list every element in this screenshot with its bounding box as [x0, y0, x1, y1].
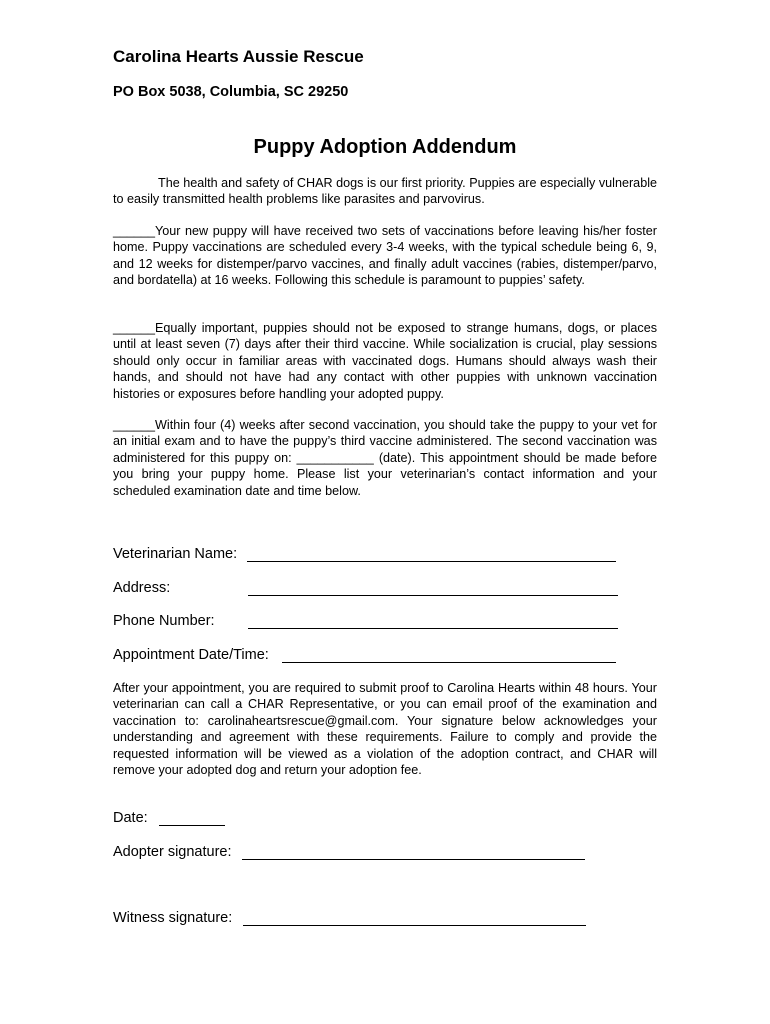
phone-label: Phone Number:	[113, 613, 215, 629]
appointment-label: Appointment Date/Time:	[113, 647, 269, 663]
vet-name-label: Veterinarian Name:	[113, 546, 238, 562]
vet-name-line[interactable]	[247, 561, 616, 562]
org-address: PO Box 5038, Columbia, SC 29250	[113, 84, 349, 100]
appointment-line[interactable]	[282, 662, 616, 663]
witness-signature-line[interactable]	[243, 925, 586, 926]
document-title: Puppy Adoption Addendum	[253, 136, 517, 158]
proof-paragraph: After your appointment, you are required to submit proof to Carolina Hearts within 48 hours. Your veterinarian can call a CHAR Representative, or you can email proof of the examination and vaccination to: carolinaheartsrescue@gmail.com. Your signature below acknowledges your understanding and agreement with these requirements. Failure to comply and provide the requested information will be viewed as a violation of the adoption contract, and CHAR will remove your adopted dog and return your adoption fee.	[113, 681, 657, 778]
date-line[interactable]	[159, 825, 225, 826]
address-label: Address:	[113, 580, 171, 596]
vet-exam-paragraph: ______Within four (4) weeks after second vaccination, you should take the puppy to your vet for an initial exam and to have the puppy’s third vaccine administered. The second vaccination was administered for this puppy on: ___________ (date). This appointment should be made before you bring your puppy home. Please list your veterinarian’s contact information and your scheduled examination date and time below.	[113, 418, 657, 498]
adopter-signature-label: Adopter signature:	[113, 844, 232, 860]
address-line[interactable]	[248, 595, 618, 596]
witness-signature-label: Witness signature:	[113, 910, 233, 926]
vaccination-paragraph: ______Your new puppy will have received two sets of vaccinations before leaving his/her foster home. Puppy vaccinations are scheduled every 3-4 weeks, with the typical schedule being 6, 9, and 12 weeks for distemper/parvo vaccines, and finally adult vaccines (rabies, distemper/parvo, and bordatella) at 16 weeks. Following this schedule is paramount to puppies’ safety.	[113, 224, 657, 288]
date-label: Date:	[113, 810, 148, 826]
intro-paragraph: The health and safety of CHAR dogs is our first priority. Puppies are especially vulnerable to easily transmitted health problems like parasites and parvovirus.	[113, 176, 657, 207]
adopter-signature-line[interactable]	[242, 859, 585, 860]
exposure-paragraph: ______Equally important, puppies should not be exposed to strange humans, dogs, or places until at least seven (7) days after their third vaccine. While socialization is crucial, play sessions should only occur in familiar areas with vaccinated dogs. Humans should always wash their hands, and should not have had any contact with other puppies with unknown vaccination histories or exposures before handling your adopted puppy.	[113, 321, 657, 401]
org-name: Carolina Hearts Aussie Rescue	[113, 47, 364, 66]
phone-line[interactable]	[248, 628, 618, 629]
